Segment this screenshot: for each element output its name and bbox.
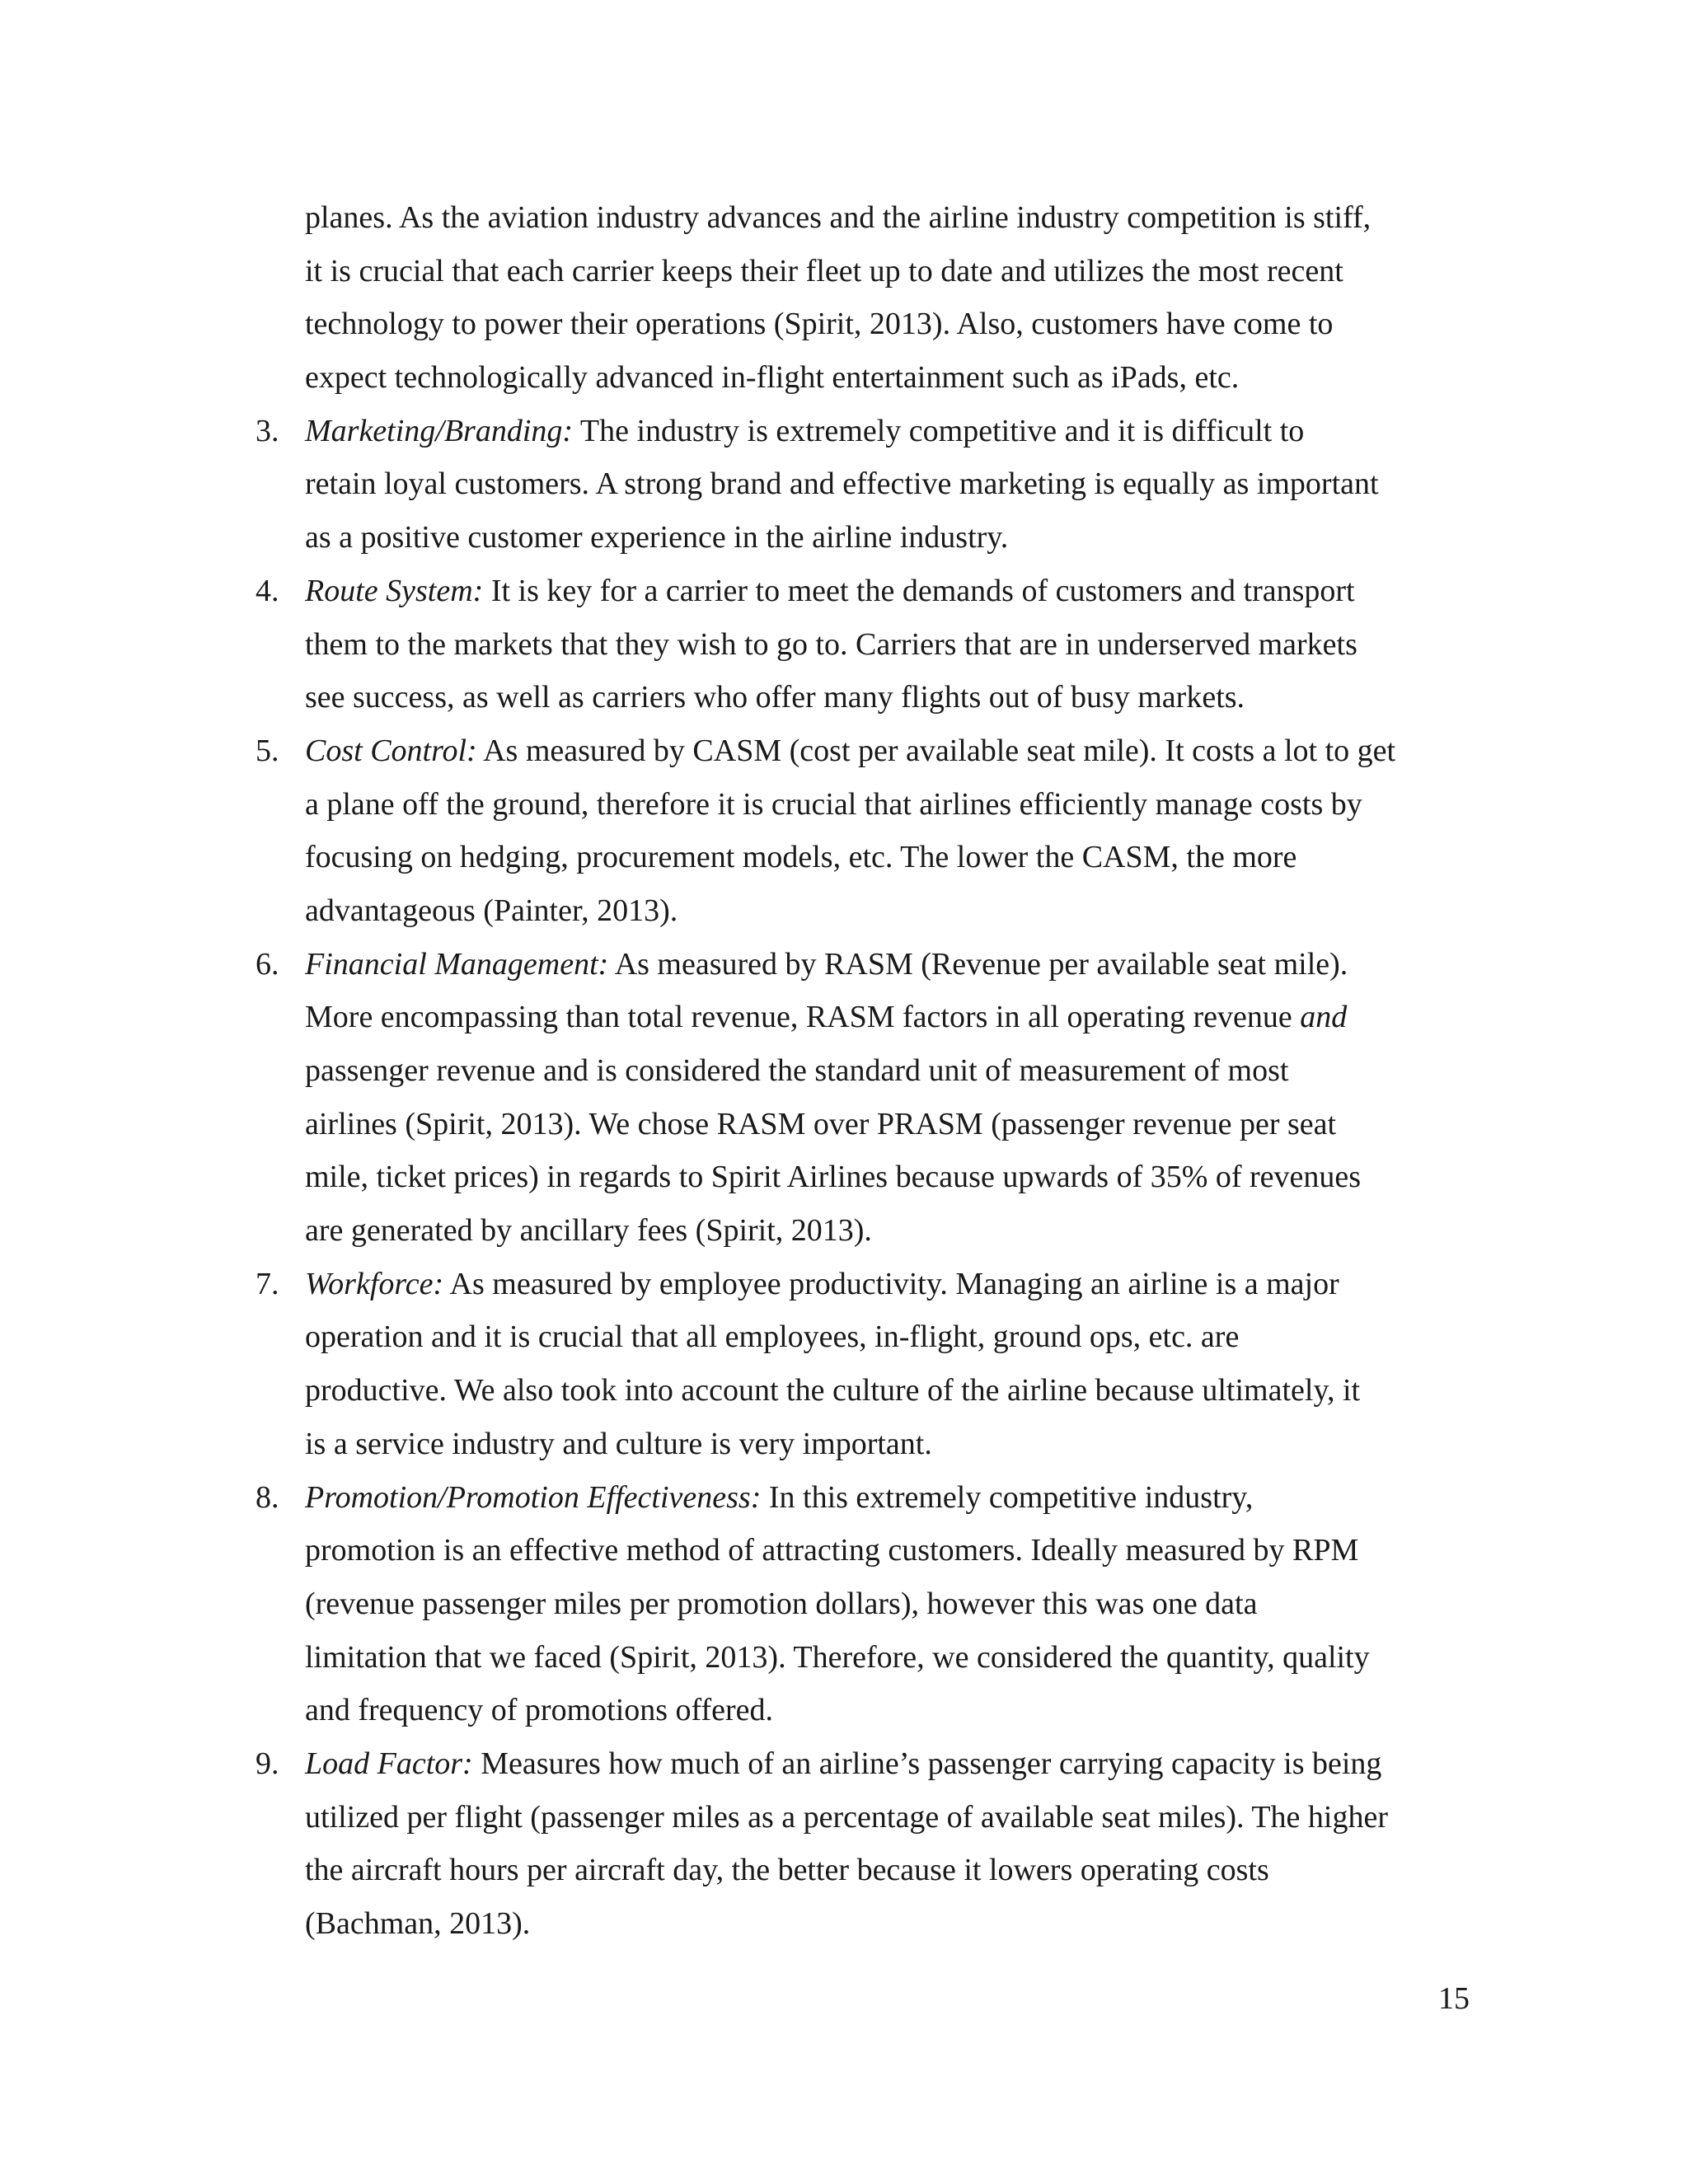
- list-item-term: Route System:: [305, 573, 484, 608]
- list-item-term: Financial Management:: [305, 946, 609, 982]
- page-body: [256, 191, 1467, 1951]
- list-item-number: 6.: [256, 946, 279, 982]
- text-line: productive. We also took into account the culture of the airline because ultimately, it: [305, 1373, 1361, 1408]
- list-item: [256, 405, 1467, 565]
- text-line: [305, 1737, 1467, 1791]
- list-item-text: As measured by CASM (cost per available seat mile). It costs a lot to get: [476, 733, 1396, 768]
- list-item-text: Measures how much of an airline’s passenger carrying capacity is being: [472, 1746, 1382, 1781]
- list-item-term: Load Factor:: [305, 1746, 473, 1781]
- list-item-text: As measured by employee productivity. Managing an airline is a major: [443, 1266, 1339, 1301]
- text-line: advantageous (Painter, 2013).: [305, 893, 678, 928]
- continued-paragraph: [305, 191, 1467, 405]
- text-line: [305, 1258, 1467, 1311]
- list-item-text: As measured by RASM (Revenue per available seat mile).: [608, 946, 1348, 982]
- list-item-number: 8.: [256, 1479, 279, 1515]
- list-item-number: 5.: [256, 733, 279, 768]
- list-item-text: It is key for a carrier to meet the demands of customers and transport: [483, 573, 1355, 608]
- list-item: [256, 1471, 1467, 1737]
- text-line: is a service industry and culture is very important.: [305, 1426, 932, 1461]
- text-line: [305, 724, 1467, 778]
- list-item: [256, 1258, 1467, 1471]
- list-item-number: 7.: [256, 1266, 279, 1301]
- list-item-number: 4.: [256, 573, 279, 608]
- text-line: airlines (Spirit, 2013). We chose RASM over PRASM (passenger revenue per seat: [305, 1106, 1337, 1141]
- text-line: [305, 1471, 1467, 1525]
- list-item-term: Workforce:: [305, 1266, 444, 1301]
- text-line: are generated by ancillary fees (Spirit, 2013).: [305, 1213, 872, 1249]
- text-line: (revenue passenger miles per promotion dollars), however this was one data: [305, 1586, 1258, 1621]
- text-line: [305, 991, 1467, 1044]
- list-item: [256, 565, 1467, 724]
- list-item-term: Cost Control:: [305, 733, 477, 768]
- text-line: technology to power their operations (Spirit, 2013). Also, customers have come to: [305, 307, 1334, 342]
- text-line: limitation that we faced (Spirit, 2013). Therefore, we considered the quantity, quality: [305, 1639, 1370, 1675]
- list-item-text: In this extremely competitive industry,: [761, 1479, 1254, 1515]
- text-line: expect technologically advanced in-flight entertainment such as iPads, etc.: [305, 360, 1240, 396]
- text-line: it is crucial that each carrier keeps their fleet up to date and utilizes the most recent: [305, 253, 1343, 288]
- list-item-text: More encompassing than total revenue, RASM factors in all operating revenue: [305, 1000, 1301, 1035]
- emphasis-text: and: [1300, 1000, 1348, 1035]
- text-line: (Bachman, 2013).: [305, 1906, 531, 1941]
- text-line: planes. As the aviation industry advances and the airline industry competition is stiff,: [305, 200, 1372, 235]
- text-line: retain loyal customers. A strong brand and effective marketing is equally as important: [305, 466, 1379, 502]
- text-line: a plane off the ground, therefore it is crucial that airlines efficiently manage costs by: [305, 786, 1362, 822]
- text-line: them to the markets that they wish to go to. Carriers that are in underserved markets: [305, 626, 1357, 662]
- text-line: the aircraft hours per aircraft day, the better because it lowers operating costs: [305, 1853, 1269, 1888]
- text-line: promotion is an effective method of attracting customers. Ideally measured by RPM: [305, 1533, 1359, 1568]
- list-item-text: The industry is extremely competitive and it is difficult to: [573, 413, 1305, 448]
- text-line: [305, 565, 1467, 618]
- page-number: 15: [1438, 1981, 1470, 2016]
- text-line: as a positive customer experience in the airline industry.: [305, 520, 1009, 555]
- text-line: mile, ticket prices) in regards to Spirit Airlines because upwards of 35% of revenues: [305, 1160, 1362, 1195]
- list-item-term: Marketing/Branding:: [305, 413, 574, 448]
- text-line: see success, as well as carriers who offer many flights out of busy markets.: [305, 680, 1245, 715]
- text-line: [305, 938, 1467, 991]
- text-line: focusing on hedging, procurement models, etc. The lower the CASM, the more: [305, 840, 1297, 875]
- list-item: [256, 724, 1467, 938]
- text-line: [305, 405, 1467, 458]
- list-item: [256, 1737, 1467, 1951]
- list-item-term: Promotion/Promotion Effectiveness:: [305, 1479, 762, 1515]
- text-line: and frequency of promotions offered.: [305, 1693, 774, 1728]
- text-line: operation and it is crucial that all employees, in-flight, ground ops, etc. are: [305, 1319, 1240, 1355]
- text-line: utilized per flight (passenger miles as a percentage of available seat miles). The higher: [305, 1799, 1389, 1835]
- list-item-number: 9.: [256, 1746, 279, 1781]
- text-line: passenger revenue and is considered the standard unit of measurement of most: [305, 1053, 1289, 1088]
- list-item-number: 3.: [256, 413, 279, 448]
- list-item: [256, 938, 1467, 1258]
